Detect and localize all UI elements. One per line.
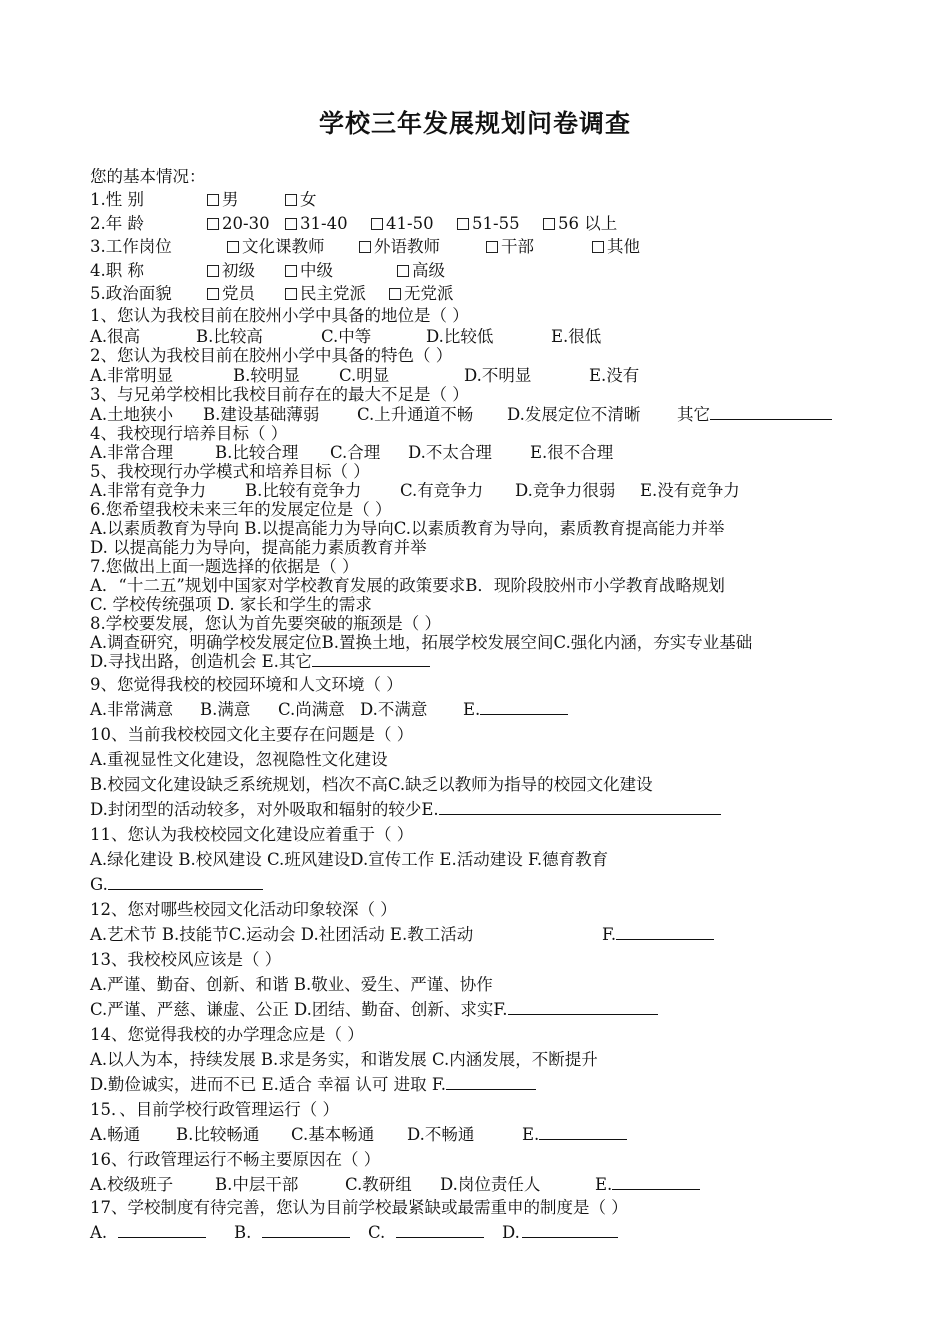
answer-blank[interactable] (612, 1174, 700, 1190)
question-11: 11、您认为我校校园文化建设应着重于（ ） (90, 825, 414, 844)
option[interactable]: C.中等 (321, 327, 372, 346)
question-6: 6.您希望我校未来三年的发展定位是（ ） (90, 500, 392, 519)
option[interactable]: C.明显 (339, 366, 390, 385)
option[interactable]: C.教研组 (345, 1175, 412, 1194)
question-9-options (90, 699, 568, 721)
option[interactable]: B.较明显 (233, 366, 300, 385)
option[interactable]: C.尚满意 (278, 700, 345, 719)
option[interactable]: D.岗位责任人 (440, 1175, 541, 1194)
option[interactable]: C.上升通道不畅 (357, 405, 474, 424)
checkbox-post-4[interactable] (592, 241, 604, 253)
question-17-options (90, 1222, 618, 1244)
option[interactable]: B.满意 (200, 700, 251, 719)
page-title: 学校三年发展规划问卷调查 (318, 109, 631, 138)
post-label: 3.工作岗位 (90, 237, 172, 256)
option[interactable]: A.非常明显 (90, 366, 174, 385)
checkbox-party-3[interactable] (389, 288, 401, 300)
checkbox-age-2[interactable] (285, 218, 297, 230)
question-3: 3、与兄弟学校相比我校目前存在的最大不足是（ ） (90, 385, 469, 404)
question-7: 7.您做出上面一题选择的依据是（ ） (90, 557, 359, 576)
option[interactable]: A.非常有竞争力 (90, 481, 207, 500)
gender-row: 1.性 别 男 女 (90, 190, 317, 209)
answer-blank[interactable] (480, 699, 568, 715)
question-1: 1、您认为我校目前在胶州小学中具备的地位是（ ） (90, 306, 469, 325)
option[interactable]: D.寻找出路，创造机会 E.其它 (90, 652, 312, 671)
answer-blank[interactable] (710, 404, 832, 420)
job-title-row: 4.职 称 初级 中级 高级 (90, 261, 445, 280)
option[interactable]: E.很不合理 (530, 443, 614, 462)
checkbox-title-3[interactable] (397, 265, 409, 277)
question-6-options-2[interactable]: D. 以提高能力为导向，提高能力素质教育并举 (90, 538, 427, 557)
checkbox-male[interactable] (207, 194, 219, 206)
question-11-options-1[interactable]: A.绿化建设 B.校风建设 C.班风建设D.宣传工作 E.活动建设 F.德育教育 (90, 850, 609, 869)
question-11-options-2 (90, 874, 263, 896)
option[interactable]: D.不太合理 (408, 443, 492, 462)
option[interactable]: D.比较低 (426, 327, 494, 346)
answer-blank[interactable] (522, 1222, 618, 1238)
option[interactable]: G. (90, 875, 108, 894)
option[interactable]: F. (602, 925, 617, 944)
option[interactable]: A. (90, 1223, 108, 1242)
job-title-label: 4.职 称 (90, 261, 144, 280)
checkbox-title-2[interactable] (285, 265, 297, 277)
option[interactable]: D.不明显 (464, 366, 532, 385)
checkbox-age-4[interactable] (457, 218, 469, 230)
question-8-options-1[interactable]: A.调查研究，明确学校发展定位B.置换土地，拓展学校发展空间C.强化内涵，夯实专业基础 (90, 633, 753, 652)
answer-blank[interactable] (108, 874, 263, 890)
option[interactable]: A.校级班子 (90, 1175, 174, 1194)
question-16-options (90, 1174, 700, 1196)
question-5: 5、我校现行办学模式和培养目标（ ） (90, 462, 370, 481)
age-label: 2.年 龄 (90, 214, 144, 233)
checkbox-post-2[interactable] (359, 241, 371, 253)
question-17: 17、学校制度有待完善，您认为目前学校最紧缺或最需重申的制度是（ ） (90, 1198, 628, 1217)
age-row: 2.年 龄 20-30 31-40 41-50 51-55 56 以上 (90, 214, 618, 233)
post-row: 3.工作岗位 文化课教师 外语教师 干部 其他 (90, 237, 640, 256)
option[interactable]: E.很低 (551, 327, 602, 346)
question-4: 4、我校现行培养目标（ ） (90, 424, 288, 443)
question-10-options-3 (90, 799, 721, 821)
question-7-options-2[interactable]: C. 学校传统强项 D. 家长和学生的需求 (90, 595, 372, 614)
option[interactable]: 其它 (677, 405, 710, 424)
question-13-options-1[interactable]: A.严谨、勤奋、创新、和谐 B.敬业、爱生、严谨、协作 (90, 975, 493, 994)
question-15: 15．、目前学校行政管理运行（ ） (90, 1100, 339, 1119)
option[interactable]: D.不畅通 (407, 1125, 475, 1144)
option[interactable]: D. (502, 1223, 520, 1242)
option[interactable]: B.建设基础薄弱 (203, 405, 320, 424)
question-9: 9、您觉得我校的校园环境和人文环境（ ） (90, 675, 403, 694)
option[interactable]: E. (522, 1125, 540, 1144)
checkbox-title-1[interactable] (207, 265, 219, 277)
answer-blank[interactable] (262, 1222, 350, 1238)
question-12-options (90, 924, 714, 946)
option[interactable]: A.畅通 (90, 1125, 141, 1144)
question-8: 8.学校要发展，您认为首先要突破的瓶颈是（ ） (90, 614, 441, 633)
checkbox-post-1[interactable] (227, 241, 239, 253)
checkbox-post-3[interactable] (486, 241, 498, 253)
party-label: 5.政治面貌 (90, 284, 172, 303)
checkbox-age-5[interactable] (543, 218, 555, 230)
question-8-options-2 (90, 651, 430, 673)
checkbox-age-3[interactable] (371, 218, 383, 230)
question-13-options-2 (90, 999, 658, 1021)
option[interactable]: C.合理 (330, 443, 381, 462)
gender-label: 1.性 别 (90, 190, 144, 209)
option[interactable]: B.比较有竞争力 (245, 481, 362, 500)
option[interactable]: E.没有竞争力 (640, 481, 740, 500)
answer-blank[interactable] (439, 799, 721, 815)
question-12: 12、您对哪些校园文化活动印象较深（ ） (90, 900, 397, 919)
option[interactable]: C.严谨、严慈、谦虚、公正 D.团结、勤奋、创新、求实F. (90, 1000, 508, 1019)
option[interactable]: B. (234, 1223, 252, 1242)
option[interactable]: A.土地狭小 (90, 405, 174, 424)
option[interactable]: B.比较合理 (215, 443, 299, 462)
question-14-options-1[interactable]: A.以人为本，持续发展 B.求是务实，和谐发展 C.内涵发展，不断提升 (90, 1050, 598, 1069)
question-14: 14、您觉得我校的办学理念应是（ ） (90, 1025, 364, 1044)
option[interactable]: A.非常合理 (90, 443, 174, 462)
answer-blank[interactable] (539, 1124, 627, 1140)
question-10-options-1[interactable]: A.重视显性文化建设，忽视隐性文化建设 (90, 750, 388, 769)
answer-blank[interactable] (616, 924, 714, 940)
answer-blank[interactable] (118, 1222, 206, 1238)
option[interactable]: C.有竞争力 (400, 481, 484, 500)
option[interactable]: B.比较畅通 (176, 1125, 260, 1144)
checkbox-age-1[interactable] (207, 218, 219, 230)
option[interactable]: E. (595, 1175, 613, 1194)
question-10: 10、当前我校校园文化主要存在问题是（ ） (90, 725, 414, 744)
answer-blank[interactable] (446, 1074, 536, 1090)
question-6-options-1[interactable]: A.以素质教育为导向 B.以提高能力为导向C.以素质教育为导向，素质教育提高能力并举 (90, 519, 725, 538)
option[interactable]: D.发展定位不清晰 (507, 405, 641, 424)
option[interactable]: D.勤俭诚实，进而不已 E.适合 幸福 认可 进取 F. (90, 1075, 447, 1094)
option[interactable]: E. (463, 700, 481, 719)
checkbox-party-2[interactable] (285, 288, 297, 300)
question-2: 2、您认为我校目前在胶州小学中具备的特色（ ） (90, 346, 453, 365)
checkbox-female[interactable] (285, 194, 297, 206)
option[interactable]: A.艺术节 B.技能节C.运动会 D.社团活动 E.教工活动 (90, 925, 474, 944)
answer-blank[interactable] (312, 651, 430, 667)
option[interactable]: A.很高 (90, 327, 141, 346)
option[interactable]: A.非常满意 (90, 700, 174, 719)
answer-blank[interactable] (396, 1222, 484, 1238)
question-16: 16、行政管理运行不畅主要原因在（ ） (90, 1150, 381, 1169)
option[interactable]: D.竞争力很弱 (515, 481, 616, 500)
question-13: 13、我校校风应该是（ ） (90, 950, 282, 969)
option[interactable]: E.没有 (589, 366, 640, 385)
question-7-options-1[interactable]: A．“十二五”规划中国家对学校教育发展的政策要求B．现阶段胶州市小学教育战略规划 (90, 576, 725, 595)
question-15-options (90, 1124, 627, 1146)
question-10-options-2[interactable]: B.校园文化建设缺乏系统规划，档次不高C.缺乏以教师为指导的校园文化建设 (90, 775, 653, 794)
option[interactable]: D.封闭型的活动较多，对外吸取和辐射的较少E. (90, 800, 439, 819)
option[interactable]: D.不满意 (360, 700, 428, 719)
question-14-options-2 (90, 1074, 536, 1096)
answer-blank[interactable] (508, 999, 658, 1015)
option[interactable]: C.基本畅通 (291, 1125, 375, 1144)
option[interactable]: B.中层干部 (215, 1175, 299, 1194)
checkbox-party-1[interactable] (207, 288, 219, 300)
party-row: 5.政治面貌 党员 民主党派 无党派 (90, 284, 454, 303)
option[interactable]: C. (368, 1223, 386, 1242)
basic-info-heading: 您的基本情况： (90, 167, 206, 186)
option[interactable]: B.比较高 (196, 327, 263, 346)
